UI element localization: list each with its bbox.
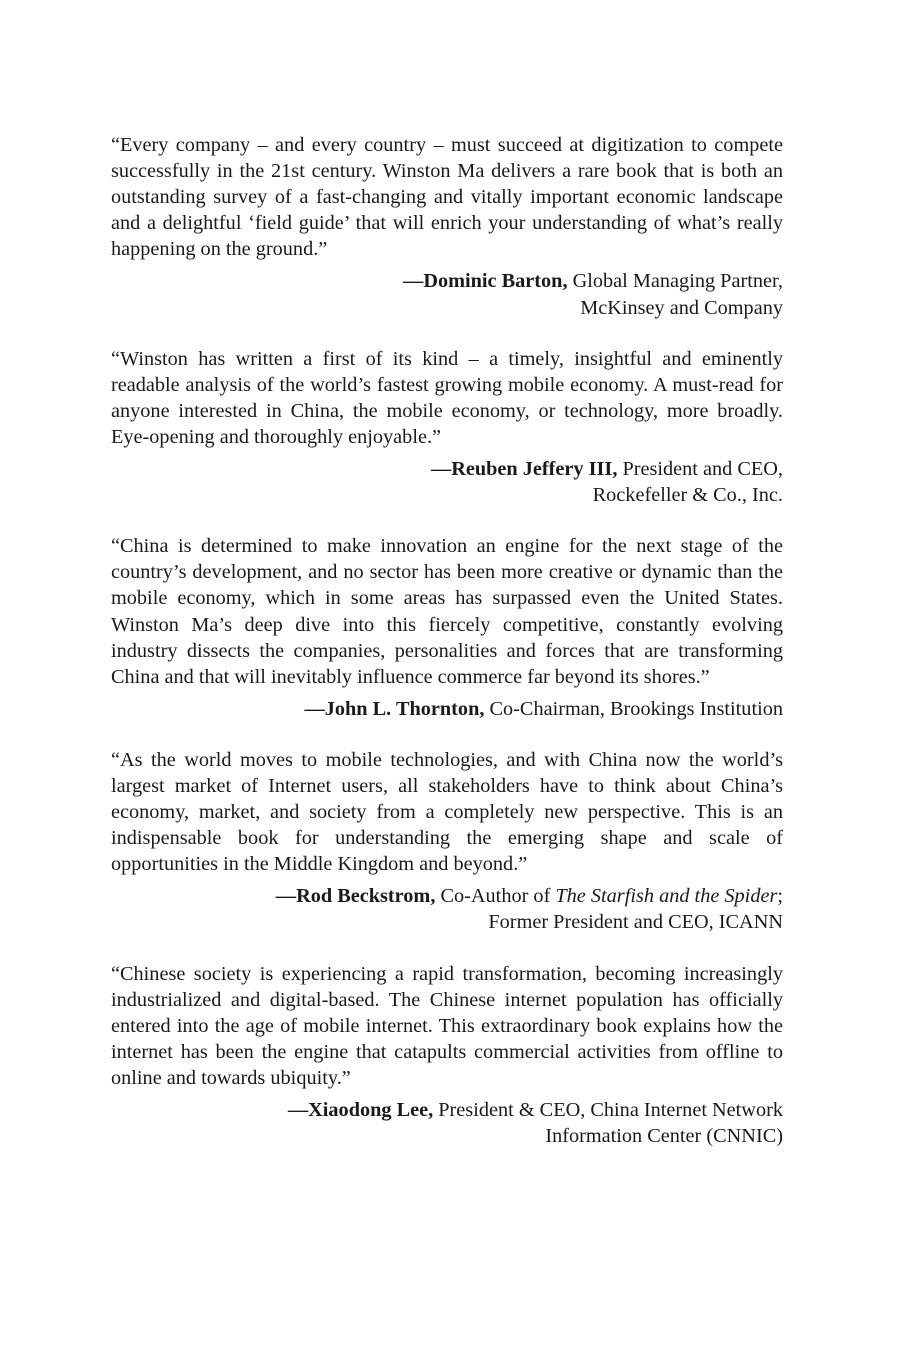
endorser-role: President and CEO, (617, 458, 783, 481)
endorser-organization: Rockefeller & Co., Inc. (592, 484, 783, 507)
endorsement-thornton (111, 533, 783, 722)
endorsement-attribution (111, 456, 783, 508)
endorser-role-prefix: Co-Author of (435, 885, 556, 908)
attribution-line (111, 696, 783, 722)
endorsement-quote: “As the world moves to mobile technologies, and with China now the world’s largest market of Internet users, all stakeholders have to think about China’s economy, market, and society from a completely new perspective. This is an indispensable book for understanding the emerging shape and scale of opportunities in the Middle Kingdom and beyond.” (111, 748, 783, 876)
book-title: The Starfish and the Spider (555, 885, 778, 908)
attribution-line (111, 883, 783, 909)
endorser-role-suffix: ; (777, 885, 783, 908)
endorsement-quote: “China is determined to make innovation an engine for the next stage of the country’s development, and no sector has been more creative or dynamic than the mobile economy, which in some areas has surpassed even the United States. Winston Ma’s deep dive into this fiercely competitive, constantly evolving industry dissects the companies, personalities and forces that are transforming China and that will inevitably influence commerce far beyond its shores.” (111, 535, 783, 688)
endorsement-quote: “Winston has written a first of its kind – a timely, insightful and eminently readable analysis of the world’s fastest growing mobile economy. A must-read for anyone interested in China, the mobile economy, or technology, more broadly. Eye-opening and thoroughly enjoyable.” (111, 347, 783, 448)
attribution-line (111, 1097, 783, 1123)
endorsement-quote: “Chinese society is experiencing a rapid transformation, becoming increasingly industrialized and digital-based. The Chinese internet population has officially entered into the age of mobile internet. This extraordinary book explains how the internet has been the engine that catapults commercial activities from offline to online and towards ubiquity.” (111, 962, 783, 1089)
endorser-role: Global Managing Partner, (567, 270, 783, 293)
endorser-name: —Dominic Barton, (403, 270, 568, 293)
attribution-line (111, 268, 783, 294)
endorsement-barton (111, 132, 783, 321)
endorser-name: —Rod Beckstrom, (275, 885, 436, 908)
endorser-role: Co-Chairman, Brookings Institution (484, 697, 783, 720)
endorsement-attribution (111, 696, 783, 722)
endorsement-lee (111, 961, 783, 1150)
endorsement-attribution (111, 883, 783, 935)
endorser-organization: McKinsey and Company (580, 296, 783, 319)
endorser-organization: Former President and CEO, ICANN (488, 911, 783, 934)
attribution-line (111, 456, 783, 482)
endorser-organization: Information Center (CNNIC) (545, 1125, 783, 1148)
endorsement-attribution (111, 268, 783, 320)
endorser-name: —John L. Thornton, (304, 697, 485, 720)
endorser-name: —Reuben Jeffery III, (430, 458, 618, 481)
endorsement-attribution (111, 1097, 783, 1149)
endorsement-quote: “Every company – and every country – must succeed at digitization to compete successfully in the 21st century. Winston Ma delivers a rare book that is both an outstanding survey of a fast-changing and vitally important economic landscape and a delightful ‘field guide’ that will enrich your understanding of what’s really happening on the ground.” (111, 134, 783, 261)
endorsement-jeffery (111, 346, 783, 509)
endorsements-page (111, 132, 783, 1174)
endorser-name: —Xiaodong Lee, (287, 1099, 434, 1121)
endorser-role: President & CEO, China Internet Network (433, 1099, 783, 1121)
endorsement-beckstrom (111, 747, 783, 936)
